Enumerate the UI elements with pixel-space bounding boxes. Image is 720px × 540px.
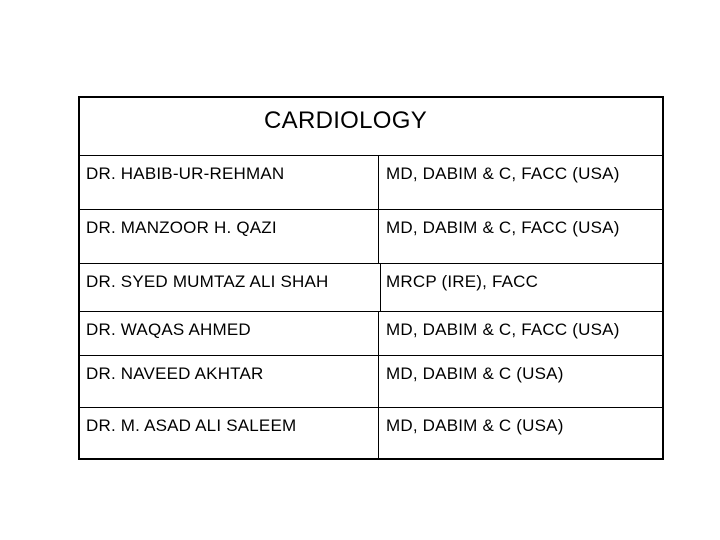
- table-row: [80, 356, 662, 408]
- doctor-qualification: MD, DABIM & C, FACC (USA): [386, 164, 620, 183]
- column-divider: [378, 356, 379, 407]
- doctor-qualification: MD, DABIM & C (USA): [386, 416, 564, 435]
- doctor-name: DR. M. ASAD ALI SALEEM: [86, 416, 297, 435]
- table-title: CARDIOLOGY: [264, 107, 428, 134]
- cardiology-table: [78, 96, 664, 460]
- column-divider: [378, 156, 379, 209]
- table-row: [80, 156, 662, 210]
- doctor-qualification: MD, DABIM & C, FACC (USA): [386, 320, 620, 339]
- table-row: [80, 264, 662, 312]
- table-row: [80, 210, 662, 264]
- doctor-qualification: MRCP (IRE), FACC: [386, 272, 539, 291]
- table-row: [80, 408, 662, 458]
- doctor-qualification: MD, DABIM & C, FACC (USA): [386, 218, 620, 237]
- column-divider: [380, 264, 381, 311]
- doctor-name: DR. MANZOOR H. QAZI: [86, 218, 277, 237]
- column-divider: [378, 312, 379, 355]
- doctor-name: DR. WAQAS AHMED: [86, 320, 251, 339]
- doctor-name: DR. SYED MUMTAZ ALI SHAH: [86, 272, 329, 291]
- doctor-name: DR. HABIB-UR-REHMAN: [86, 164, 285, 183]
- column-divider: [378, 408, 379, 458]
- doctor-qualification: MD, DABIM & C (USA): [386, 364, 564, 383]
- doctor-name: DR. NAVEED AKHTAR: [86, 364, 264, 383]
- column-divider: [378, 210, 379, 263]
- table-header: [80, 98, 662, 156]
- table-row: [80, 312, 662, 356]
